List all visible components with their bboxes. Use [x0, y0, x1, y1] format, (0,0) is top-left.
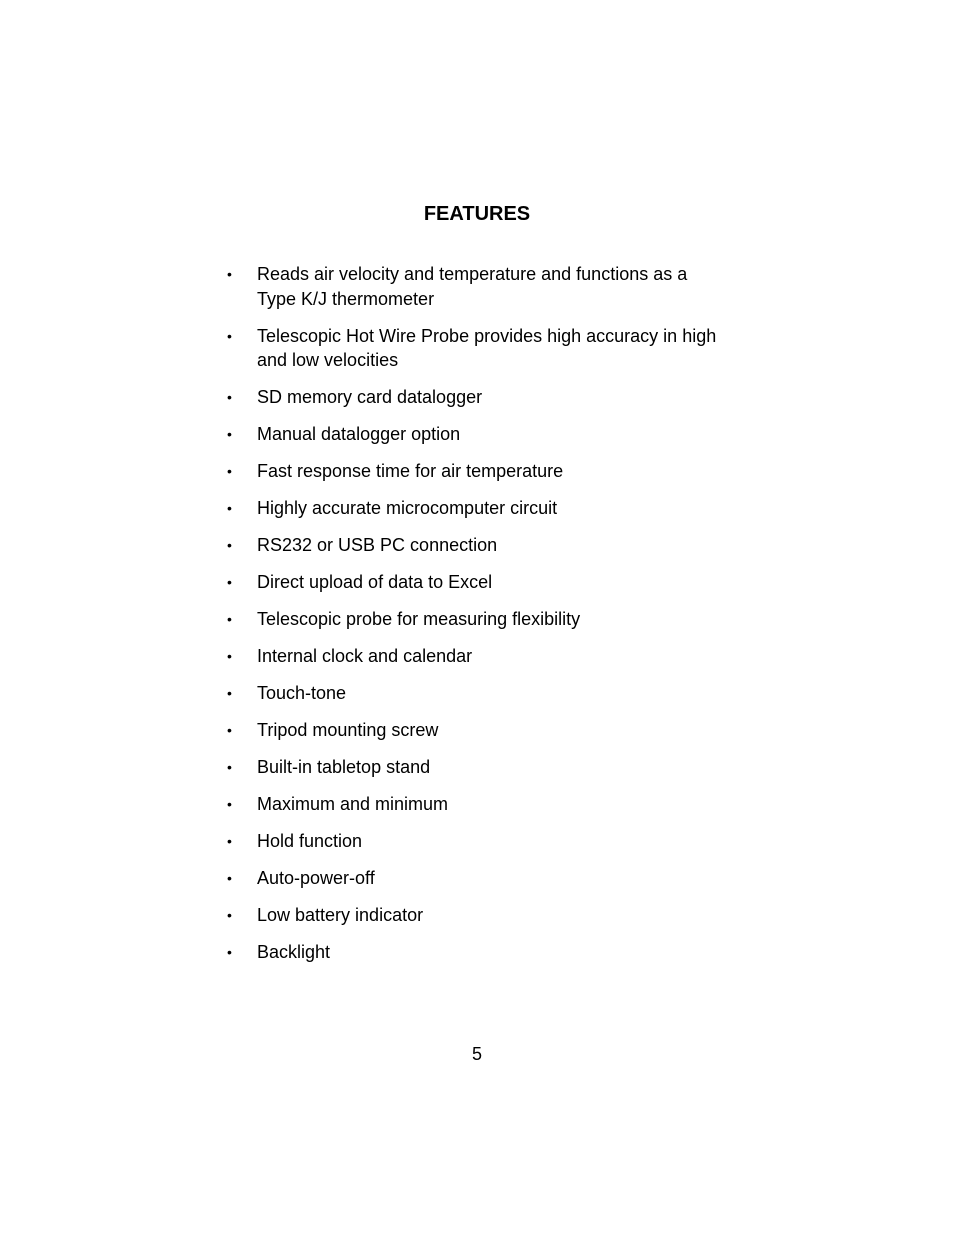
feature-text: Hold function [257, 831, 363, 851]
bullet-icon: • [227, 537, 232, 553]
feature-text: Backlight [257, 942, 331, 962]
feature-text: Telescopic probe for measuring flexibility [257, 609, 581, 629]
page-title: FEATURES [423, 203, 531, 225]
feature-text: Fast response time for air temperature [257, 461, 564, 481]
features-list [227, 262, 727, 977]
list-item [227, 324, 727, 373]
list-item [227, 718, 727, 743]
bullet-icon: • [227, 611, 232, 627]
list-item [227, 940, 727, 965]
list-item [227, 262, 727, 311]
feature-text: Reads air velocity and temperature and functions as a Type K/J thermometer [257, 264, 688, 309]
feature-text: Manual datalogger option [257, 424, 461, 444]
list-item [227, 903, 727, 928]
feature-text: Telescopic Hot Wire Probe provides high accuracy in high and low velocities [257, 325, 717, 370]
bullet-icon: • [227, 796, 232, 812]
feature-text: Highly accurate microcomputer circuit [257, 498, 558, 518]
bullet-icon: • [227, 426, 232, 442]
list-item [227, 681, 727, 706]
feature-text: Low battery indicator [257, 905, 424, 925]
list-item [227, 422, 727, 447]
feature-text: Internal clock and calendar [257, 646, 473, 666]
list-item [227, 385, 727, 410]
list-item [227, 866, 727, 891]
list-item [227, 459, 727, 484]
list-item [227, 792, 727, 817]
feature-text: SD memory card datalogger [257, 387, 483, 407]
list-item [227, 644, 727, 669]
bullet-icon: • [227, 648, 232, 664]
feature-text: Auto-power-off [257, 868, 375, 888]
bullet-icon: • [227, 327, 232, 344]
bullet-icon: • [227, 500, 232, 516]
list-item [227, 496, 727, 521]
list-item [227, 607, 727, 632]
bullet-icon: • [227, 389, 232, 405]
bullet-icon: • [227, 463, 232, 479]
feature-text: Built-in tabletop stand [257, 757, 431, 777]
bullet-icon: • [227, 266, 232, 282]
feature-text: RS232 or USB PC connection [257, 535, 498, 555]
feature-text: Tripod mounting screw [257, 720, 439, 740]
bullet-icon: • [227, 574, 232, 590]
list-item [227, 533, 727, 558]
page-number: 5 [471, 1044, 482, 1064]
feature-text: Maximum and minimum [257, 794, 449, 814]
list-item [227, 570, 727, 595]
bullet-icon: • [227, 944, 232, 960]
bullet-icon: • [227, 833, 232, 849]
list-item [227, 755, 727, 780]
feature-text: Direct upload of data to Excel [257, 572, 493, 592]
bullet-icon: • [227, 685, 232, 701]
bullet-icon: • [227, 870, 232, 886]
list-item [227, 829, 727, 854]
bullet-icon: • [227, 722, 232, 738]
bullet-icon: • [227, 907, 232, 923]
bullet-icon: • [227, 759, 232, 775]
feature-text: Touch-tone [257, 683, 347, 703]
